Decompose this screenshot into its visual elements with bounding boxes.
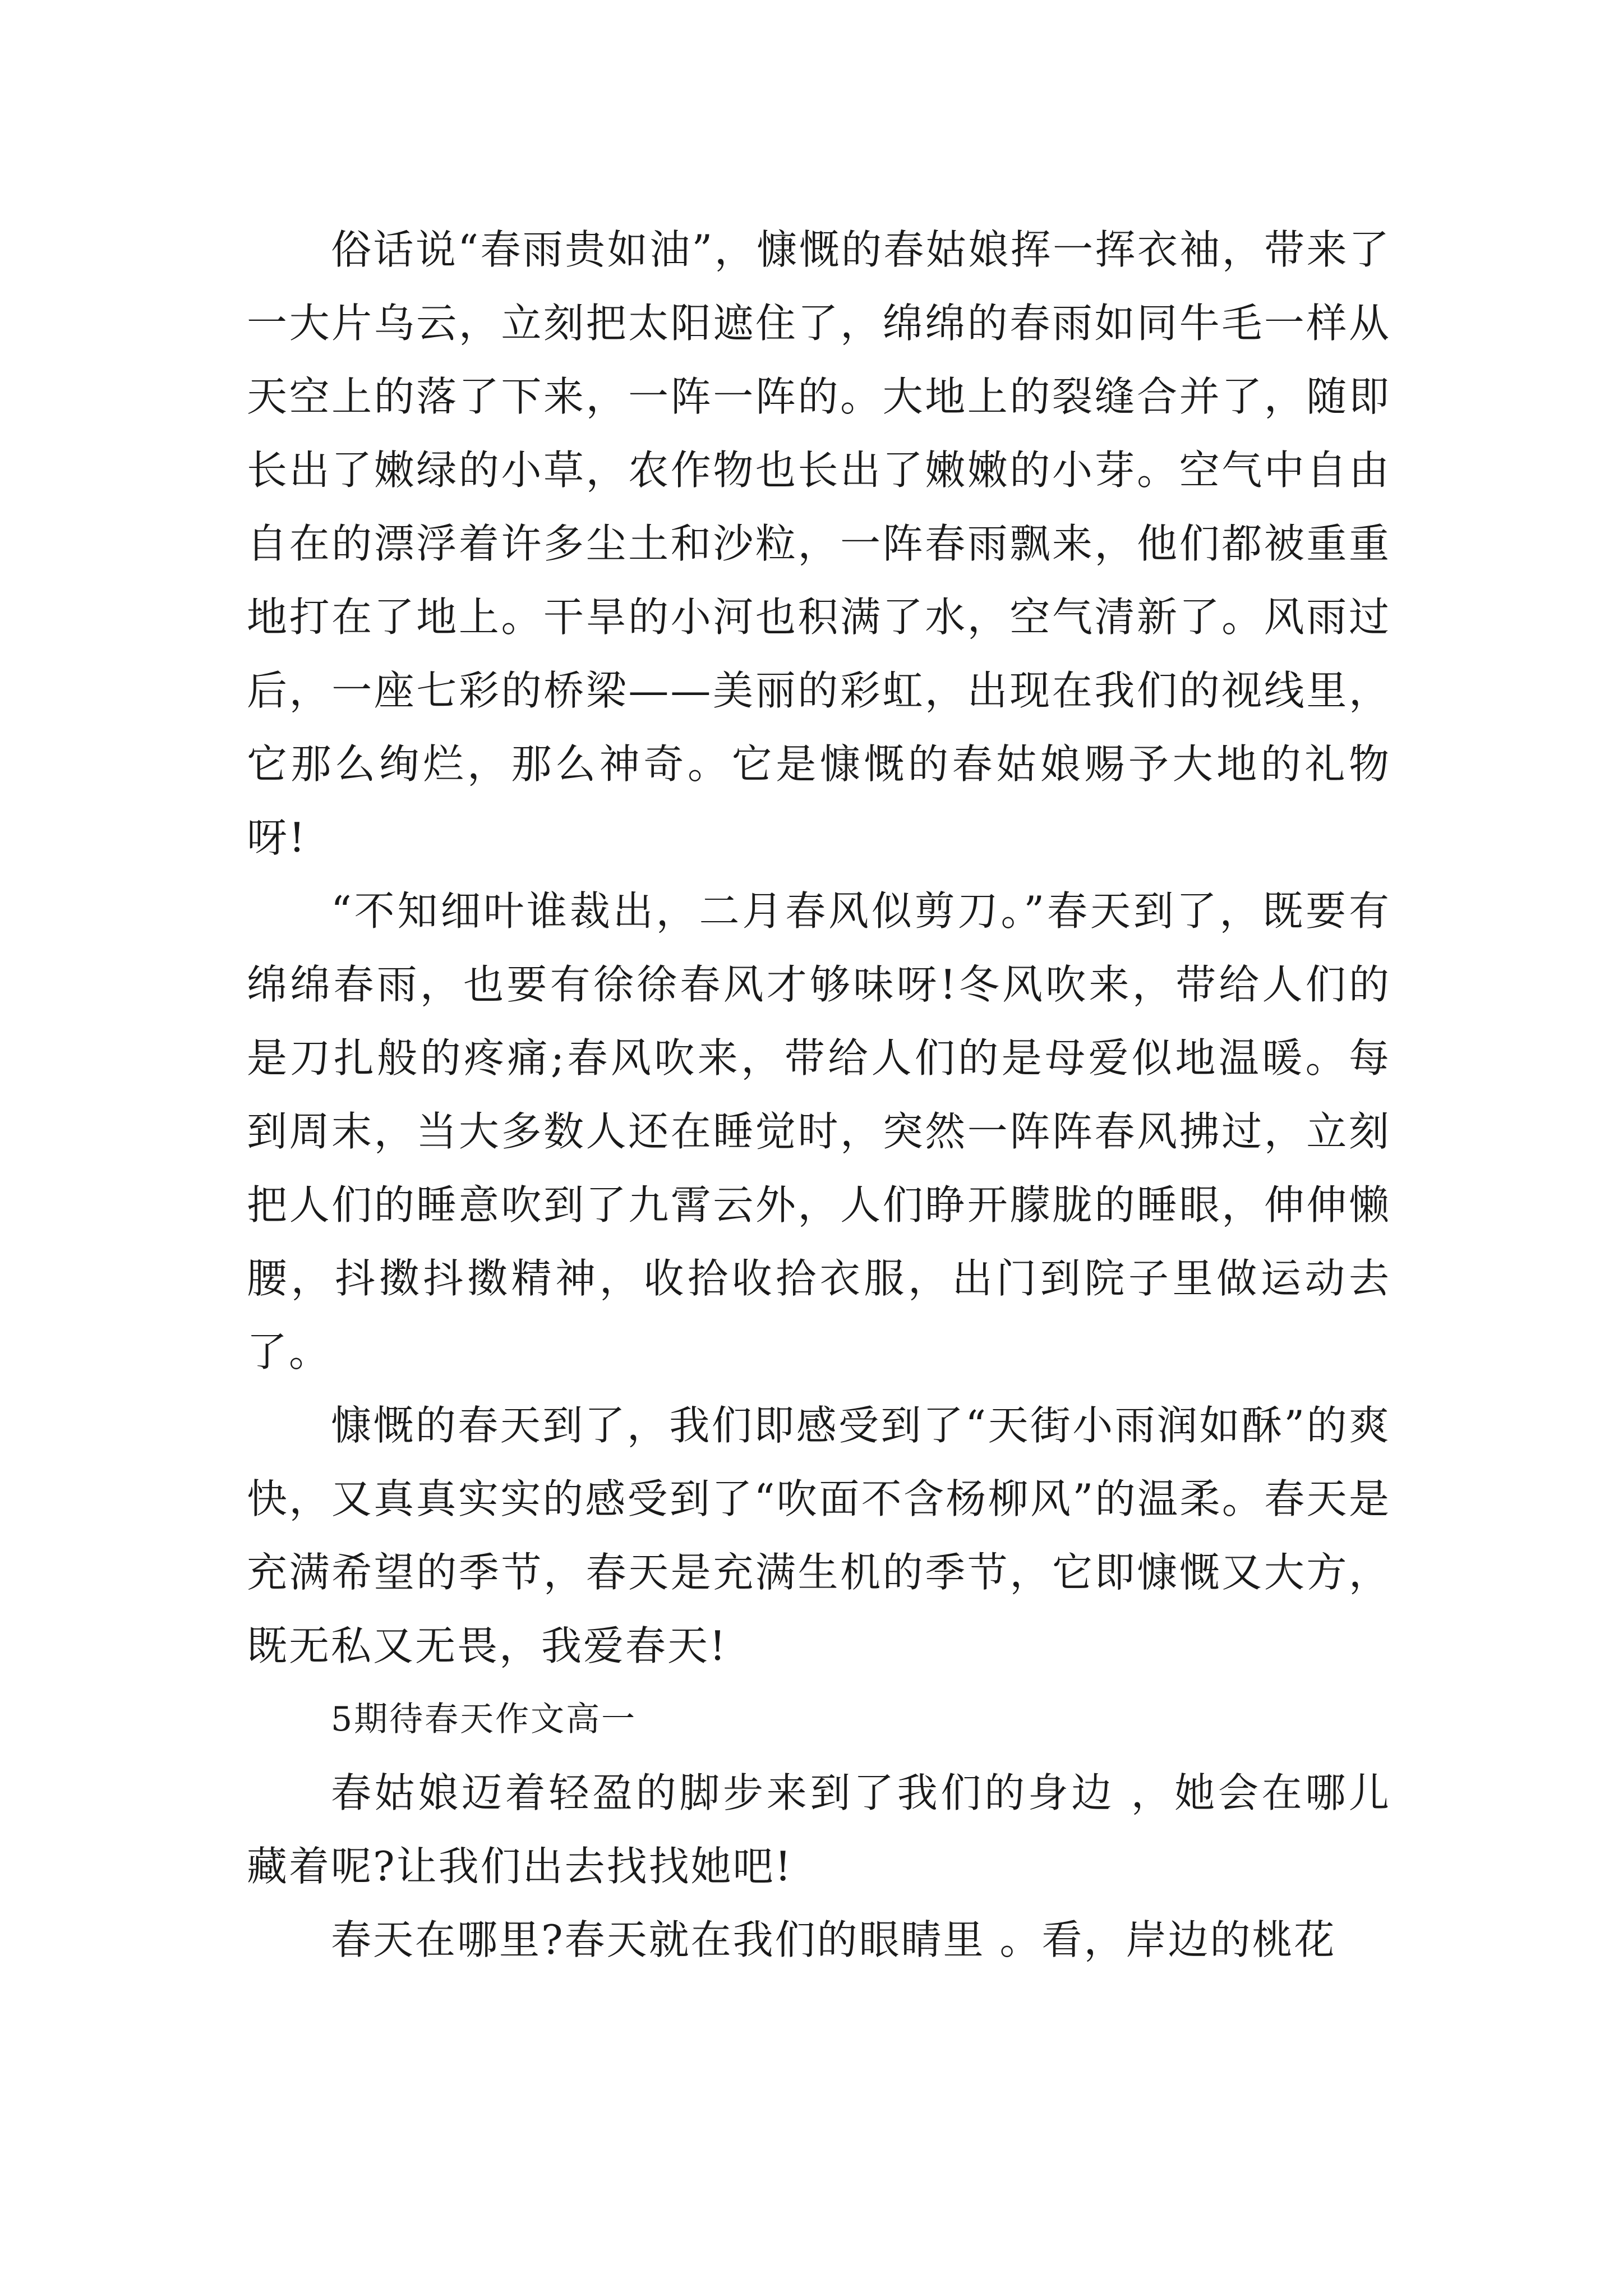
paragraph-love-spring: 慷慨的春天到了，我们即感受到了“天街小雨润如酥”的爽快，又真真实实的感受到了“吹面不含杨柳风”的温柔。春天是充满希望的季节，春天是充满生机的季节，它即慷慨又大方，既无私又无畏，我爱春天! — [247, 1402, 1391, 1669]
paragraph-spring-in-eyes: 春天在哪里?春天就在我们的眼睛里 。看，岸边的桃花 — [331, 1916, 1336, 1963]
paragraph-spring-wind: “不知细叶谁裁出，二月春风似剪刀。”春天到了，既要有绵绵春雨，也要有徐徐春风才够味呀!冬风吹来，带给人们的是刀扎般的疼痛;春风吹来，带给人们的是母爱似地温暖。每到周末，当大多数人还在睡觉时，突然一阵阵春风拂过，立刻把人们的睡意吹到了九霄云外，人们睁开朦胧的睡眼，伸伸懒腰，抖擞抖擞精神，收拾收拾衣服，出门到院子里做运动去了。 — [247, 887, 1391, 1375]
document-body — [247, 213, 1391, 1977]
paragraph-find-spring: 春姑娘迈着轻盈的脚步来到了我们的身边 ，她会在哪儿藏着呢?让我们出去找找她吧! — [247, 1769, 1391, 1890]
paragraph-spring-rain: 俗话说“春雨贵如油”，慷慨的春姑娘挥一挥衣袖，带来了一大片乌云，立刻把太阳遮住了，绵绵的春雨如同牛毛一样从天空上的落了下来，一阵一阵的。大地上的裂缝合并了，随即长出了嫩绿的小草，农作物也长出了嫩嫩的小芽。空气中自由自在的漂浮着许多尘土和沙粒，一阵春雨飘来，他们都被重重地打在了地上。干旱的小河也积满了水，空气清新了。风雨过后，一座七彩的桥梁——美丽的彩虹，出现在我们的视线里，它那么绚烂，那么神奇。它是慷慨的春姑娘赐予大地的礼物呀! — [247, 226, 1391, 861]
section-heading: 5期待春天作文高一 — [331, 1700, 637, 1739]
